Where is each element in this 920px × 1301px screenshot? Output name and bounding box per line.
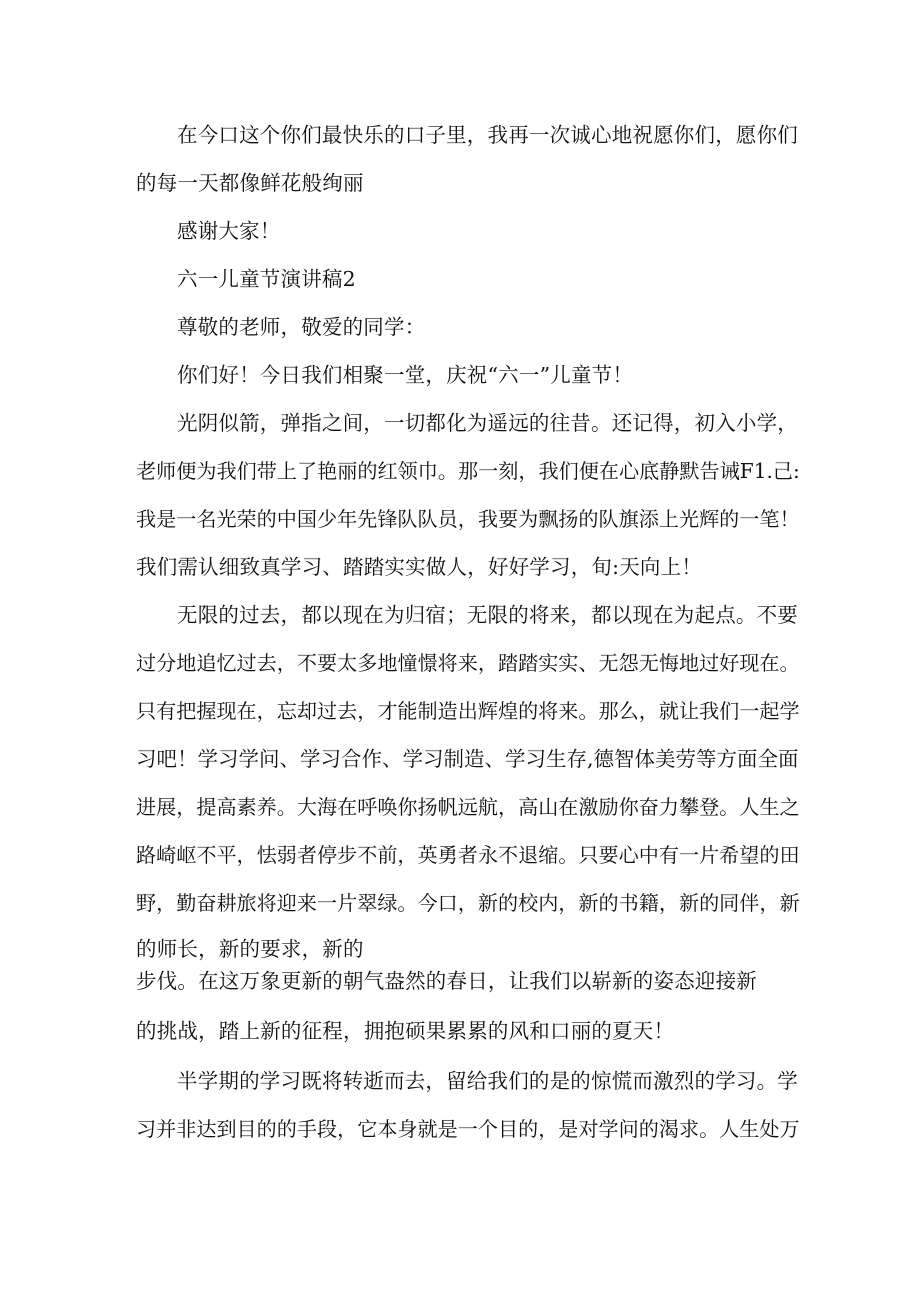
paragraph-line: 无限的过去，都以现在为归宿；无限的将来，都以现在为起点。不要 xyxy=(177,603,798,627)
paragraph-line: 感谢大家！ xyxy=(177,219,281,243)
paragraph-line: 习吧！学习学问、学习合作、学习制造、学习生存,德智体美劳等方面全面 xyxy=(136,747,799,771)
paragraph-line: 我们需认细致真学习、踏踏实实做人，好好学习，旬:天向上！ xyxy=(136,555,703,579)
paragraph-line: 进展，提高素养。大海在呼唤你扬帆远航，高山在激励你奋力攀登。人生之 xyxy=(136,795,800,819)
paragraph-line: 只有把握现在，忘却过去，才能制造出辉煌的将来。那么，就让我们一起学 xyxy=(136,699,800,723)
paragraph-line: 老师便为我们带上了艳丽的红领巾。那一刻，我们便在心底静默告诫F1.己: xyxy=(136,459,800,483)
paragraph-line: 在今口这个你们最快乐的口子里，我再一次诚心地祝愿你们，愿你们 xyxy=(177,123,798,147)
paragraph-line: 的师长，新的要求，新的 xyxy=(136,937,364,961)
paragraph-line: 的挑战，踏上新的征程，拥抱硕果累累的风和口丽的夏天！ xyxy=(136,1019,675,1043)
salutation-line: 尊敬的老师，敬爱的同学： xyxy=(177,315,426,339)
paragraph-line: 半学期的学习既将转逝而去，留给我们的是的惊慌而激烈的学习。学 xyxy=(177,1069,798,1093)
section-heading: 六一儿童节演讲稿2 xyxy=(177,267,356,291)
paragraph-line: 习并非达到目的的手段，它本身就是一个目的，是对学问的渴求。人生处万 xyxy=(136,1117,800,1141)
paragraph-line: 你们好！今日我们相聚一堂，庆祝“六一”儿童节！ xyxy=(177,363,634,387)
paragraph-line: 光阴似箭，弹指之间，一切都化为遥远的往昔。还记得，初入小学， xyxy=(177,411,798,435)
paragraph-line: 我是一名光荣的中国少年先锋队队员，我要为飘扬的队旗添上光辉的一笔！ xyxy=(136,507,800,531)
paragraph-line: 路崎岖不平，怯弱者停步不前，英勇者永不退缩。只要心中有一片希望的田 xyxy=(136,843,800,867)
paragraph-line: 步伐。在这万象更新的朝气盎然的春日，让我们以崭新的姿态迎接新 xyxy=(136,969,757,993)
paragraph-line: 的每一天都像鲜花般绚丽 xyxy=(136,171,364,195)
paragraph-line: 野，勤奋耕旅将迎来一片翠绿。今口，新的校内，新的书籍，新的同伴，新 xyxy=(136,891,800,915)
paragraph-line: 过分地追忆过去，不要太多地憧憬将来，踏踏实实、无怨无悔地过好现在。 xyxy=(136,651,800,675)
